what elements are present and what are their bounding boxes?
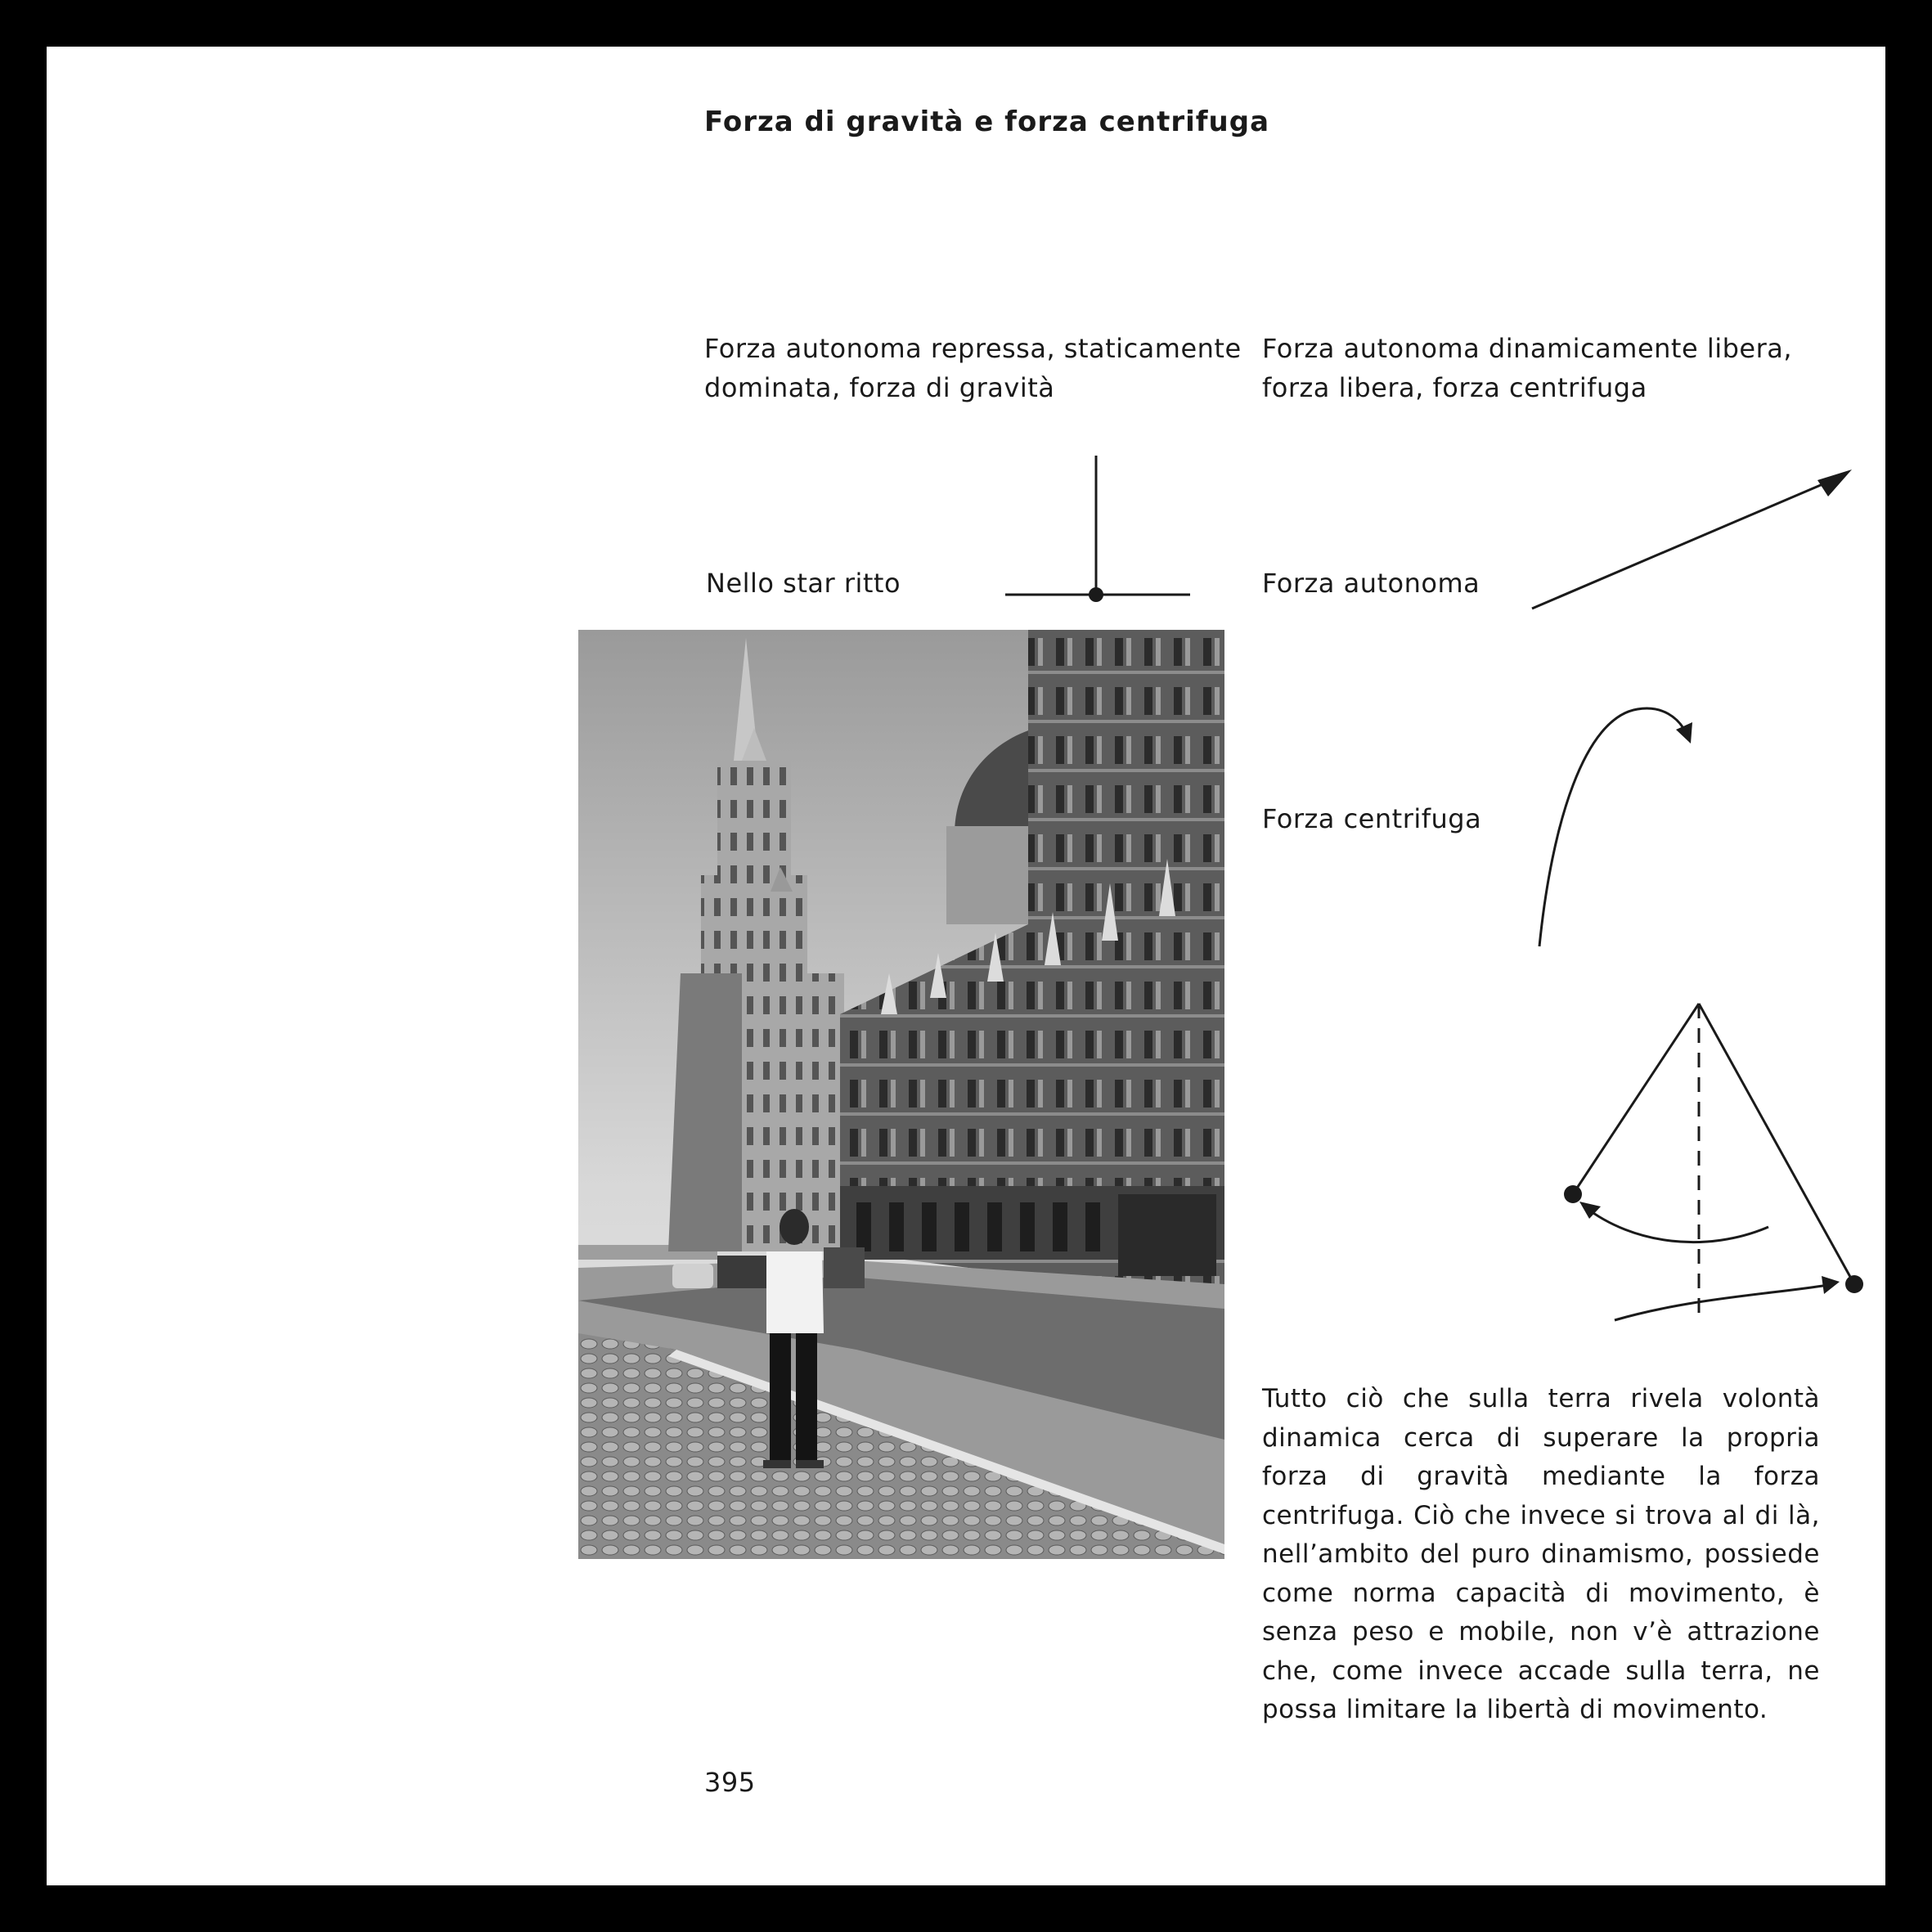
photograph-parliament-building [578,630,1224,1559]
page-title: Forza di gravità e forza centrifuga [704,106,1270,138]
standing-diagram [1004,447,1200,611]
pendulum-diagram [1503,995,1862,1339]
page-number: 395 [704,1767,756,1798]
photo-illustration [578,630,1224,1559]
centrifugal-caption: Forza autonoma dinamicamente libera, forza libera, forza centrifuga [1262,333,1793,403]
gravity-caption: Forza autonoma repressa, staticamente dominata, forza di gravità [704,333,1242,403]
book-page [47,47,1885,1885]
centrifugal-force-label: Forza centrifuga [1262,803,1482,834]
autonomous-force-arrow [1527,464,1871,627]
centrifugal-force-arrow [1519,685,1732,963]
standing-label: Nello star ritto [706,568,901,599]
autonomous-force-label: Forza autonoma [1262,568,1480,599]
body-paragraph: Tutto ciò che sulla terra rivela volontà dinamica cerca di superare la propria forza di gravità mediante la forza centrifuga. Ciò che invece si trova al di là, nell’ambito del puro dinamismo, possiede come norma capacità di movimento, è senza peso e mobile, non v’è attrazione che, come invece accade sulla terra, ne possa limitare la libertà di movimento. [1262,1384,1820,1724]
